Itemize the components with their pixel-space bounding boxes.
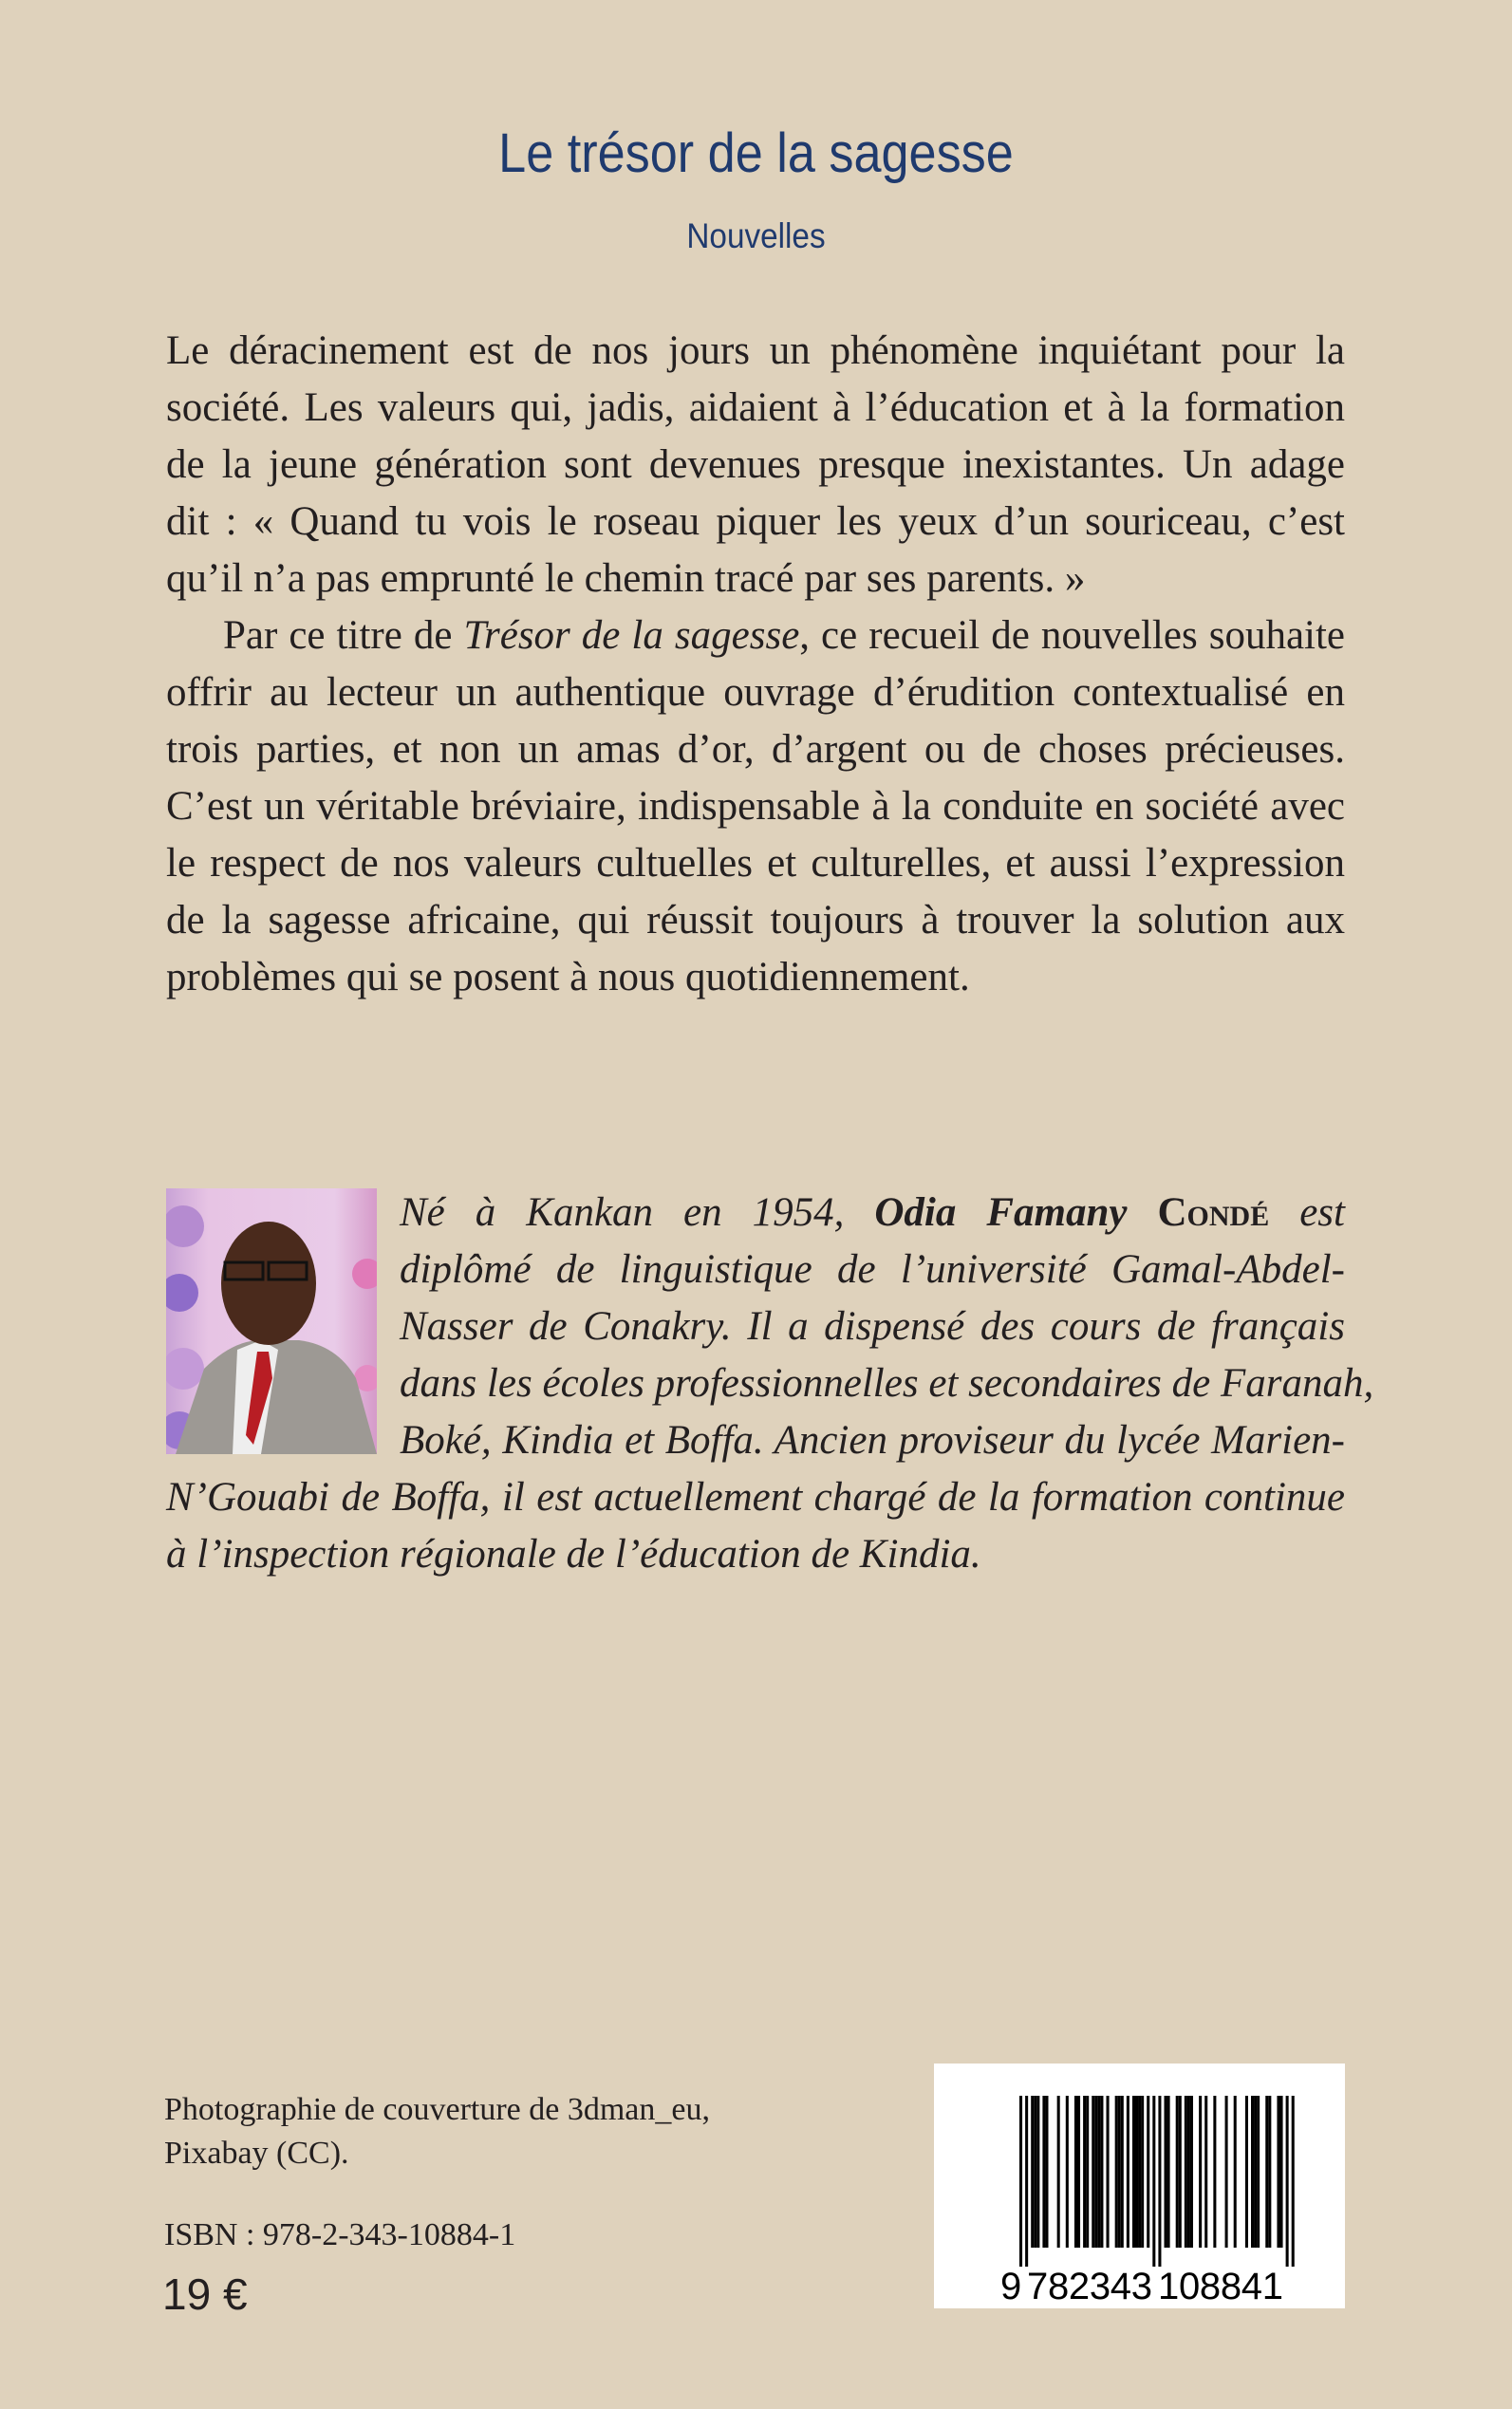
bio-line: dans les écoles professionnelles et secondaires de Faranah,	[400, 1361, 1374, 1406]
blurb-line: problèmes qui se posent à nous quotidiennement.	[166, 955, 970, 999]
blurb-line: dit : « Quand tu vois le roseau piquer les yeux d’un souriceau, c’est	[166, 499, 1345, 544]
blurb	[166, 323, 1345, 1006]
barcode-bar	[1086, 2096, 1089, 2248]
barcode-bar	[1083, 2096, 1086, 2248]
credit-line: Pixabay (CC).	[164, 2136, 349, 2171]
barcode-bar	[1179, 2096, 1182, 2248]
barcode-bar	[1135, 2096, 1138, 2248]
barcode-bar	[1025, 2096, 1028, 2267]
barcode-bar	[1204, 2096, 1207, 2248]
barcode-bar	[1234, 2096, 1237, 2248]
book-title: Le trésor de la sagesse	[498, 122, 1014, 184]
text: est	[1269, 1190, 1345, 1235]
barcode-bar	[1158, 2096, 1161, 2267]
barcode-bar	[1031, 2096, 1034, 2248]
blurb-line: société. Les valeurs qui, jadis, aidaient à l’éducation et à la formation	[166, 385, 1345, 430]
barcode-bar	[1132, 2096, 1135, 2248]
blurb-line: offrir au lecteur un authentique ouvrage d’érudition contextualisé en	[166, 670, 1345, 715]
barcode-bar	[1036, 2096, 1039, 2248]
text: , ce recueil de nouvelles souhaite	[799, 613, 1346, 658]
barcode-bar	[1251, 2096, 1254, 2248]
barcode-first-digit: 9	[1000, 2266, 1022, 2307]
barcode-bar	[1147, 2096, 1149, 2248]
author-name: Odia Famany	[874, 1190, 1158, 1235]
bio-line: à l’inspection régionale de l’éducation de Kindia.	[166, 1532, 981, 1577]
bio-line: diplômé de linguistique de l’université Gamal-Abdel-	[400, 1247, 1345, 1292]
barcode-bars	[934, 2064, 1345, 2308]
barcode-bar	[1185, 2096, 1187, 2248]
barcode-bar	[1280, 2096, 1283, 2248]
barcode	[934, 2064, 1345, 2308]
barcode-bar	[1199, 2096, 1202, 2248]
barcode-bar	[1034, 2096, 1036, 2248]
barcode-bar	[1265, 2096, 1268, 2248]
blurb-line: Le déracinement est de nos jours un phénomène inquiétant pour la	[166, 328, 1345, 373]
photo-credit	[164, 2088, 710, 2176]
price: 19 €	[162, 2269, 248, 2319]
book-subtitle: Nouvelles	[686, 216, 826, 255]
barcode-bar	[1107, 2096, 1110, 2248]
barcode-bar	[1286, 2096, 1289, 2267]
barcode-right-digits: 108841	[1158, 2266, 1283, 2307]
barcode-bar	[1187, 2096, 1190, 2248]
isbn: ISBN : 978-2-343-10884-1	[164, 2217, 516, 2252]
barcode-bar	[1045, 2096, 1048, 2248]
barcode-bar	[1127, 2096, 1129, 2248]
blurb-line: trois parties, et non un amas d’or, d’argent ou de choses précieuses.	[166, 727, 1345, 772]
blurb-line: C’est un véritable bréviaire, indispensable à la conduite en société avec	[166, 784, 1345, 829]
barcode-bar	[1254, 2096, 1257, 2248]
barcode-bar	[1121, 2096, 1124, 2248]
barcode-bar	[1190, 2096, 1193, 2248]
barcode-bar	[1097, 2096, 1100, 2248]
text: Par ce titre de	[223, 613, 464, 658]
blurb-line: de la sagesse africaine, qui réussit toujours à trouver la solution aux	[166, 898, 1345, 943]
barcode-bar	[1277, 2096, 1279, 2248]
barcode-bar	[1292, 2096, 1295, 2267]
barcode-bar	[1167, 2096, 1170, 2248]
barcode-bar	[1074, 2096, 1077, 2248]
barcode-bar	[1138, 2096, 1141, 2248]
blurb-line: qu’il n’a pas emprunté le chemin tracé par ses parents. »	[166, 556, 1086, 601]
barcode-bar	[1268, 2096, 1271, 2248]
blurb-line: de la jeune génération sont devenues presque inexistantes. Un adage	[166, 442, 1345, 487]
bio-line: Boké, Kindia et Boffa. Ancien proviseur du lycée Marien-	[400, 1418, 1345, 1463]
barcode-bar	[1094, 2096, 1097, 2248]
author-surname: Condé	[1157, 1190, 1270, 1235]
barcode-bar	[1100, 2096, 1103, 2248]
barcode-bar	[1042, 2096, 1045, 2248]
barcode-bar	[1141, 2096, 1144, 2248]
barcode-bar	[1115, 2096, 1118, 2248]
blurb-line	[166, 607, 1345, 664]
barcode-bar	[1165, 2096, 1167, 2248]
barcode-bar	[1245, 2096, 1248, 2248]
barcode-bar	[1077, 2096, 1080, 2248]
barcode-bar	[1066, 2096, 1069, 2248]
bio-line: N’Gouabi de Boffa, il est actuellement chargé de la formation continue	[166, 1475, 1345, 1520]
bio-line	[400, 1185, 1345, 1242]
barcode-bar	[1257, 2096, 1260, 2248]
barcode-bar	[1118, 2096, 1121, 2248]
barcode-left-digits: 782343	[1027, 2266, 1152, 2307]
author-bio	[166, 1185, 1374, 1583]
italic-title: Trésor de la sagesse	[463, 613, 800, 658]
credit-line: Photographie de couverture de 3dman_eu,	[164, 2092, 710, 2127]
barcode-bar	[1225, 2096, 1228, 2248]
barcode-bar	[1019, 2096, 1022, 2267]
blurb-line: le respect de nos valeurs cultuelles et culturelles, et aussi l’expression	[166, 841, 1345, 886]
barcode-bar	[1152, 2096, 1155, 2267]
text: Né à Kankan en 1954,	[400, 1190, 875, 1235]
bio-line: Nasser de Conakry. Il a dispensé des cours de français	[400, 1304, 1345, 1349]
barcode-bar	[1057, 2096, 1060, 2248]
barcode-bar	[1213, 2096, 1216, 2248]
barcode-bar	[1176, 2096, 1179, 2248]
barcode-bar	[1092, 2096, 1094, 2248]
